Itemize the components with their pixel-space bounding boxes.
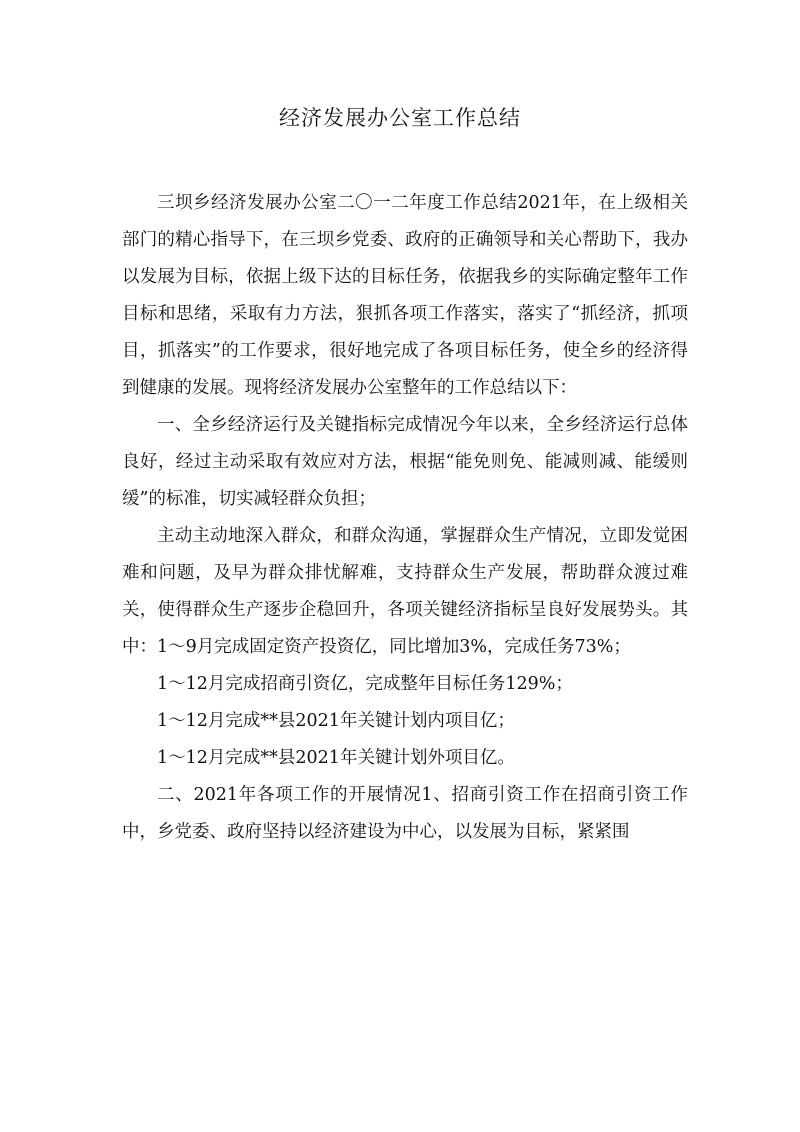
paragraph-outreach: 主动主动地深入群众，和群众沟通，掌握群众生产情况，立即发觉困难和问题，及早为群众排忧解难，支持群众生产发展，帮助群众渡过难关，使得群众生产逐步企稳回升，各项关键经济指标呈良好发展势头。其中：1～9月完成固定资产投资亿，同比增加3%，完成任务73%； [122,526,688,657]
paragraph-unplanned-projects: 1～12月完成**县2021年关键计划外项目亿。 [157,748,515,768]
paragraph-investment: 1～12月完成招商引资亿，完成整年目标任务129%； [157,674,573,694]
paragraph-section-two: 二、2021年各项工作的开展情况1、招商引资工作在招商引资工作中，乡党委、政府坚持以经济建设为中心，以发展为目标，紧紧围 [122,785,688,842]
document-title: 经济发展办公室工作总结 [279,106,521,130]
paragraph-planned-projects: 1～12月完成**县2021年关键计划内项目亿； [157,711,515,731]
paragraph-intro: 三坝乡经济发展办公室二〇一二年度工作总结2021年，在上级相关部门的精心指导下，在三坝乡党委、政府的正确领导和关心帮助下，我办以发展为目标，依据上级下达的目标任务，依据我乡的实际确定整年工作目标和思绪，采取有力方法，狠抓各项工作落实，落实了“抓经济，抓项目，抓落实”的工作要求，很好地完成了各项目标任务，使全乡的经济得到健康的发展。现将经济发展办公室整年的工作总结以下： [122,193,688,398]
document-body [122,185,688,851]
paragraph-section-one: 一、全乡经济运行及关键指标完成情况今年以来，全乡经济运行总体良好，经过主动采取有效应对方法，根据“能免则免、能减则减、能缓则缓”的标准，切实减轻群众负担； [122,415,688,509]
